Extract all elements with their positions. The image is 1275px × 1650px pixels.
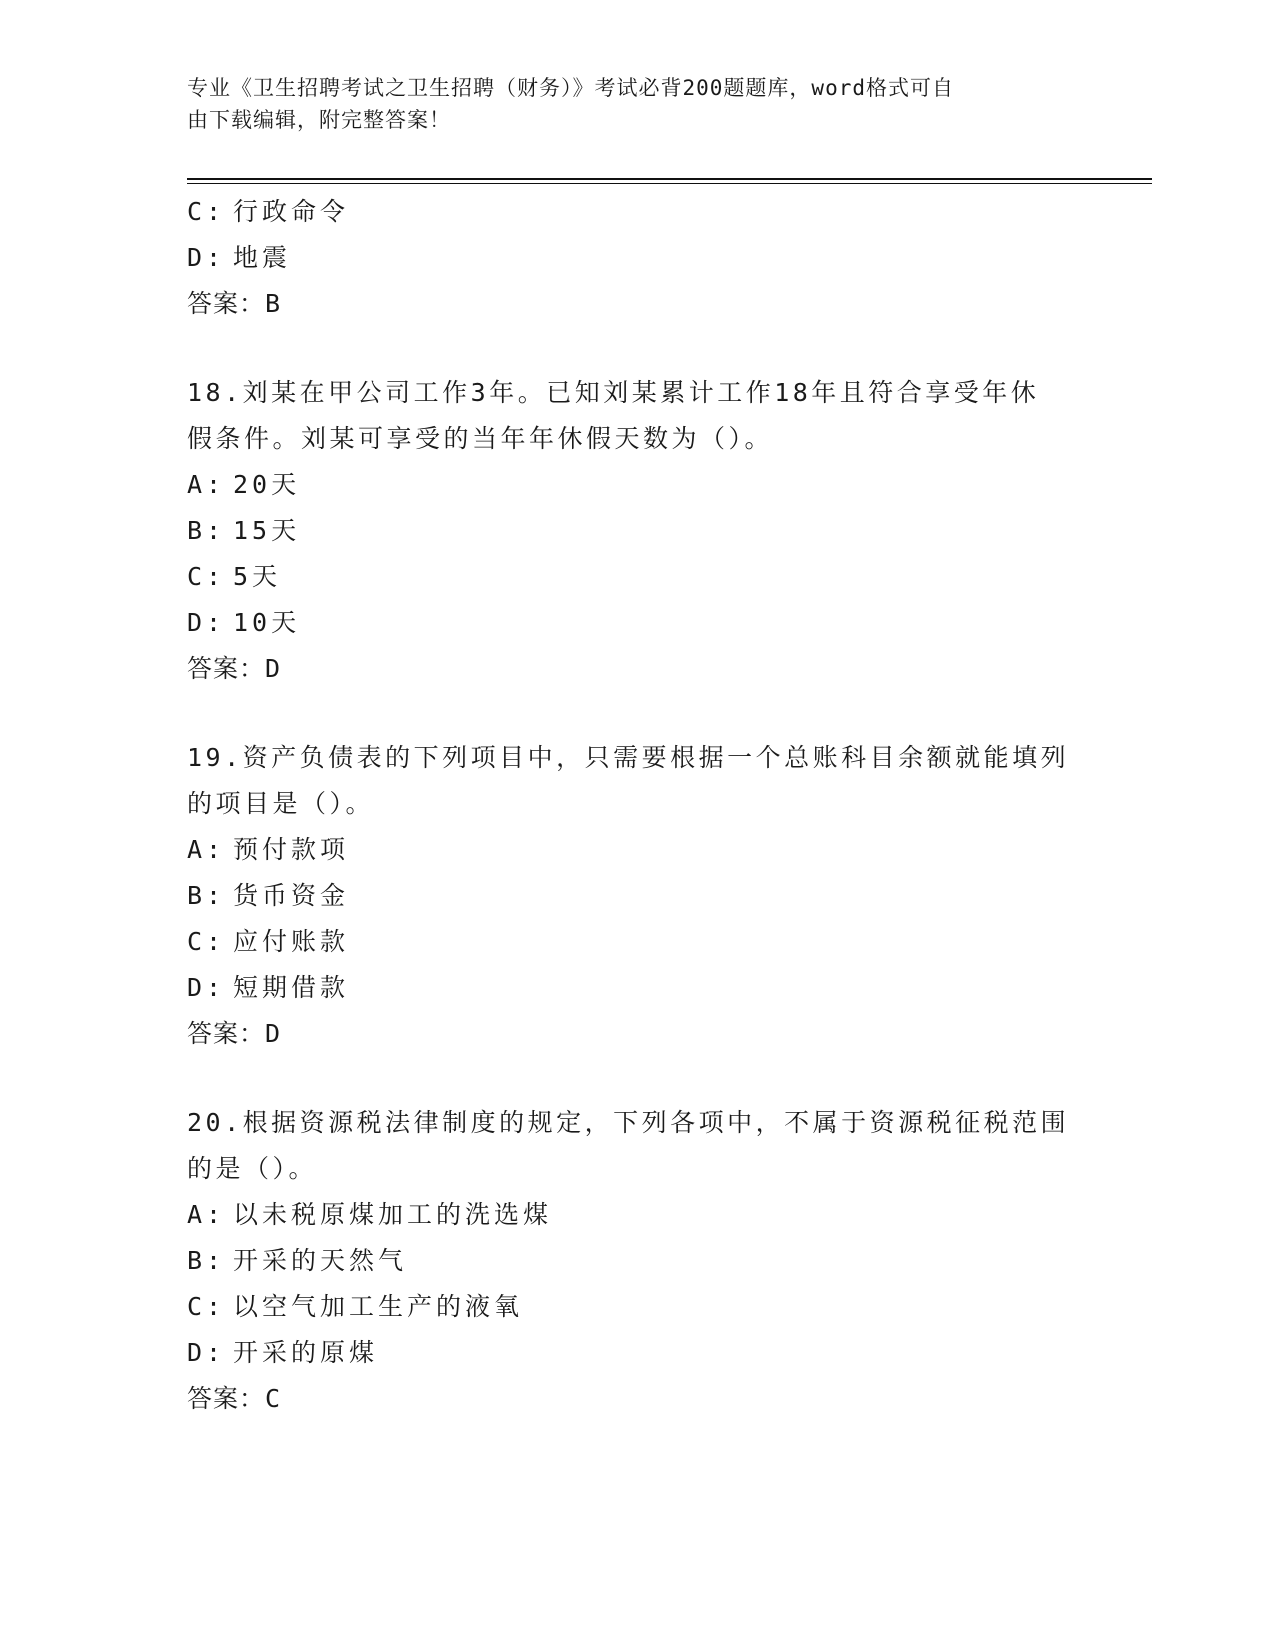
option-b [187,508,1087,554]
option-a [187,1192,1087,1238]
prev-question-tail [187,189,1087,327]
option-d [187,235,1087,281]
option-text: 预付款项 [233,835,350,864]
option-text: 以未税原煤加工的洗选煤 [233,1200,553,1229]
option-label: C: [187,927,226,956]
question-list [187,189,1087,1422]
option-d [187,600,1087,646]
option-a [187,827,1087,873]
question-stem-line-1: 20.根据资源税法律制度的规定，下列各项中，不属于资源税征税范围 [187,1108,1070,1137]
option-text: 15天 [233,516,301,545]
option-label: A: [187,835,226,864]
option-c [187,189,1087,235]
answer-line: 答案：D [187,654,282,683]
option-text: 货币资金 [233,881,350,910]
option-text: 5天 [233,562,282,591]
option-label: D: [187,243,226,272]
question-stem-line-2: 的是（）。 [187,1154,318,1183]
document-header [187,72,1067,136]
question-stem-line-1: 18.刘某在甲公司工作3年。已知刘某累计工作18年且符合享受年休 [187,378,1040,407]
option-d [187,965,1087,1011]
option-text: 20天 [233,470,301,499]
option-text: 短期借款 [233,973,350,1002]
answer-line: 答案：C [187,1384,282,1413]
option-label: B: [187,516,226,545]
option-text: 行政命令 [233,197,350,226]
answer-line: 答案：D [187,1019,282,1048]
option-label: C: [187,197,226,226]
option-label: A: [187,1200,226,1229]
option-text: 10天 [233,608,301,637]
option-label: A: [187,470,226,499]
header-rule-thin [187,183,1152,184]
option-text: 以空气加工生产的液氧 [233,1292,524,1321]
header-rule-thick [187,178,1152,180]
question-stem-line-1: 19.资产负债表的下列项目中，只需要根据一个总账科目余额就能填列 [187,743,1070,772]
option-d [187,1330,1087,1376]
option-label: C: [187,1292,226,1321]
header-line-1: 专业《卫生招聘考试之卫生招聘（财务）》考试必背200题题库，word格式可自 [187,76,954,100]
option-label: D: [187,608,226,637]
question-stem-line-2: 假条件。刘某可享受的当年年休假天数为（）。 [187,424,774,453]
option-label: D: [187,1338,226,1367]
option-c [187,554,1087,600]
option-b [187,1238,1087,1284]
option-label: C: [187,562,226,591]
option-c [187,1284,1087,1330]
option-text: 开采的原煤 [233,1338,379,1367]
answer-line: 答案：B [187,289,282,318]
option-text: 地震 [233,243,292,272]
question-18 [187,370,1087,692]
option-label: D: [187,973,226,1002]
option-label: B: [187,1246,226,1275]
question-stem-line-2: 的项目是（）。 [187,789,375,818]
option-b [187,873,1087,919]
option-label: B: [187,881,226,910]
option-a [187,462,1087,508]
option-text: 开采的天然气 [233,1246,408,1275]
option-text: 应付账款 [233,927,350,956]
question-20 [187,1100,1087,1422]
question-19 [187,735,1087,1057]
option-c [187,919,1087,965]
header-line-2: 由下载编辑，附完整答案！ [187,108,451,132]
